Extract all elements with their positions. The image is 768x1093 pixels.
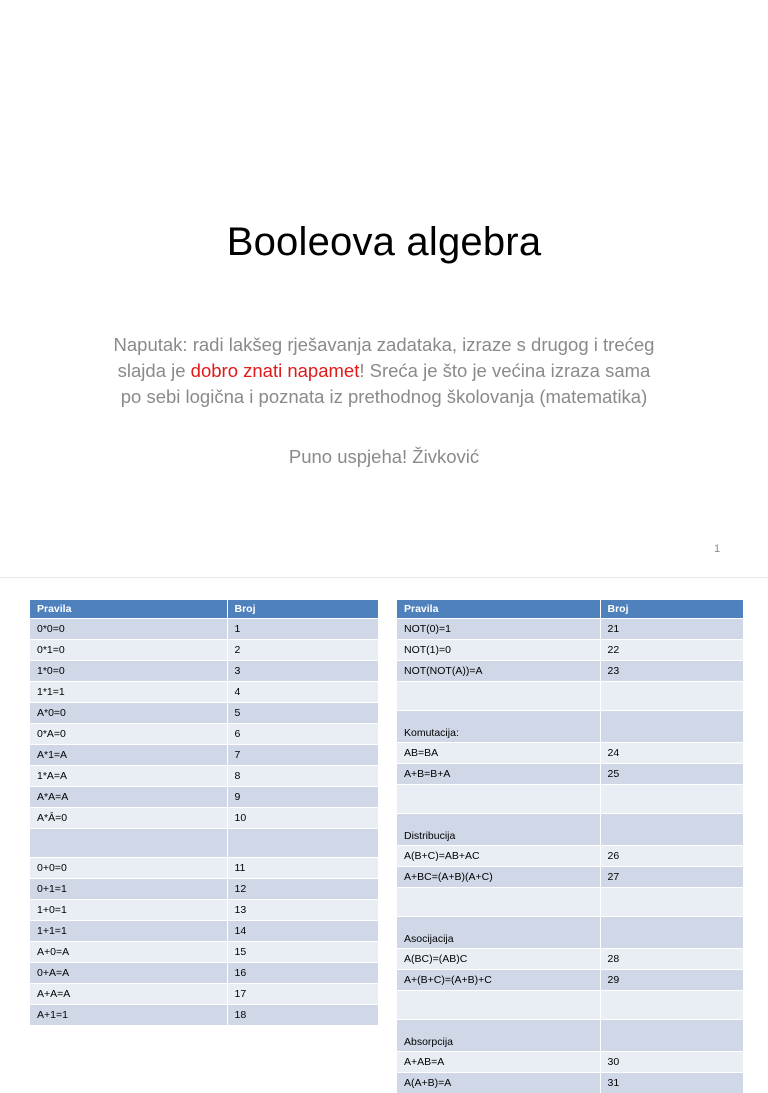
table-row <box>30 682 378 703</box>
page-number: 1 <box>714 543 720 555</box>
rule-cell: A+0=A <box>30 942 227 963</box>
rule-cell <box>397 785 600 814</box>
rule-cell: A(B+C)=AB+AC <box>397 846 600 867</box>
number-cell <box>227 829 378 858</box>
number-cell <box>600 991 743 1020</box>
number-cell <box>600 814 743 846</box>
number-cell: 6 <box>227 724 378 745</box>
table-row <box>30 787 378 808</box>
column-header-rules: Pravila <box>397 600 600 619</box>
rule-cell: 0+A=A <box>30 963 227 984</box>
column-header-rules: Pravila <box>30 600 227 619</box>
number-cell: 28 <box>600 949 743 970</box>
number-cell: 14 <box>227 921 378 942</box>
number-cell: 15 <box>227 942 378 963</box>
rule-cell: 1*A=A <box>30 766 227 787</box>
table-row <box>397 867 743 888</box>
number-cell: 9 <box>227 787 378 808</box>
number-cell <box>600 785 743 814</box>
rule-cell: A(BC)=(AB)C <box>397 949 600 970</box>
table-row <box>30 808 378 829</box>
table-row <box>397 970 743 991</box>
number-cell: 4 <box>227 682 378 703</box>
number-cell: 3 <box>227 661 378 682</box>
table-row <box>397 991 743 1020</box>
number-cell: 23 <box>600 661 743 682</box>
rule-cell: 1*0=0 <box>30 661 227 682</box>
table-row <box>30 963 378 984</box>
rule-cell: A*Ā=0 <box>30 808 227 829</box>
number-cell: 17 <box>227 984 378 1005</box>
number-cell: 18 <box>227 1005 378 1026</box>
number-cell: 5 <box>227 703 378 724</box>
rule-cell: A+BC=(A+B)(A+C) <box>397 867 600 888</box>
table-section-row <box>397 711 743 743</box>
rule-cell: 1+0=1 <box>30 900 227 921</box>
rule-cell: NOT(0)=1 <box>397 619 600 640</box>
table-row <box>30 921 378 942</box>
table-row <box>30 829 378 858</box>
rule-cell: 0+1=1 <box>30 879 227 900</box>
table-row <box>397 949 743 970</box>
table-row <box>397 764 743 785</box>
rule-cell: AB=BA <box>397 743 600 764</box>
table-row <box>30 703 378 724</box>
table-section-row <box>397 1020 743 1052</box>
rule-cell: 0*A=0 <box>30 724 227 745</box>
number-cell: 24 <box>600 743 743 764</box>
table-row <box>397 640 743 661</box>
table-section-row <box>397 917 743 949</box>
number-cell <box>600 711 743 743</box>
number-cell: 21 <box>600 619 743 640</box>
rule-cell: A*A=A <box>30 787 227 808</box>
rule-cell: A+1=1 <box>30 1005 227 1026</box>
rule-cell: 0*1=0 <box>30 640 227 661</box>
rule-cell: A+(B+C)=(A+B)+C <box>397 970 600 991</box>
rule-cell: A+AB=A <box>397 1052 600 1073</box>
table-row <box>397 619 743 640</box>
number-cell: 13 <box>227 900 378 921</box>
table-row <box>30 661 378 682</box>
signature: Puno uspjeha! Živković <box>0 446 768 468</box>
table-row <box>397 743 743 764</box>
rule-cell <box>397 888 600 917</box>
table-row <box>397 888 743 917</box>
number-cell: 11 <box>227 858 378 879</box>
table-row <box>30 766 378 787</box>
table-row <box>397 1073 743 1093</box>
rule-cell: A(A+B)=A <box>397 1073 600 1093</box>
number-cell: 8 <box>227 766 378 787</box>
rule-cell: A+B=B+A <box>397 764 600 785</box>
table-row <box>30 1005 378 1026</box>
instruction-text-part: Naputak: radi lakšeg rješavanja zadataka, izraze s drugog i trećeg slajda je <box>114 334 655 381</box>
table-section-row <box>397 814 743 846</box>
number-cell: 16 <box>227 963 378 984</box>
number-cell: 29 <box>600 970 743 991</box>
rules-table-right <box>397 600 744 1093</box>
instruction-text-part: ! Sreća je što je većina izraza sama po sebi logična i poznata iz prethodnog školovanja (matematika) <box>121 360 651 407</box>
rule-cell: NOT(NOT(A))=A <box>397 661 600 682</box>
number-cell: 10 <box>227 808 378 829</box>
slide-title: Booleova algebra <box>0 220 768 265</box>
number-cell <box>600 917 743 949</box>
number-cell: 30 <box>600 1052 743 1073</box>
table-header-row <box>397 600 743 619</box>
rule-cell: Asocijacija <box>397 917 600 949</box>
number-cell: 25 <box>600 764 743 785</box>
number-cell: 27 <box>600 867 743 888</box>
rule-cell: 1*1=1 <box>30 682 227 703</box>
table-row <box>30 942 378 963</box>
table-row <box>397 682 743 711</box>
rules-table-left <box>30 600 379 1025</box>
number-cell <box>600 1020 743 1052</box>
table-row <box>30 640 378 661</box>
rule-cell: Komutacija: <box>397 711 600 743</box>
number-cell: 2 <box>227 640 378 661</box>
slide-divider <box>0 577 768 578</box>
rule-cell: A*1=A <box>30 745 227 766</box>
rule-cell <box>397 682 600 711</box>
rule-cell: 0*0=0 <box>30 619 227 640</box>
table-row <box>30 858 378 879</box>
rule-cell <box>30 829 227 858</box>
column-header-number: Broj <box>227 600 378 619</box>
rule-cell <box>397 991 600 1020</box>
rule-cell: Absorpcija <box>397 1020 600 1052</box>
rule-cell: A*0=0 <box>30 703 227 724</box>
rule-cell: 1+1=1 <box>30 921 227 942</box>
instruction-text <box>108 332 660 410</box>
table-header-row <box>30 600 378 619</box>
number-cell <box>600 682 743 711</box>
table-row <box>397 785 743 814</box>
instruction-highlight: dobro znati napamet <box>191 360 360 381</box>
table-row <box>30 984 378 1005</box>
table-row <box>30 900 378 921</box>
table-row <box>30 879 378 900</box>
rule-cell: 0+0=0 <box>30 858 227 879</box>
number-cell <box>600 888 743 917</box>
rule-cell: Distribucija <box>397 814 600 846</box>
table-row <box>30 745 378 766</box>
number-cell: 12 <box>227 879 378 900</box>
rule-cell: A+A=A <box>30 984 227 1005</box>
table-row <box>30 619 378 640</box>
table-row <box>397 1052 743 1073</box>
rule-cell: NOT(1)=0 <box>397 640 600 661</box>
column-header-number: Broj <box>600 600 743 619</box>
table-row <box>397 661 743 682</box>
table-row <box>397 846 743 867</box>
number-cell: 31 <box>600 1073 743 1093</box>
number-cell: 26 <box>600 846 743 867</box>
number-cell: 7 <box>227 745 378 766</box>
number-cell: 1 <box>227 619 378 640</box>
number-cell: 22 <box>600 640 743 661</box>
table-row <box>30 724 378 745</box>
